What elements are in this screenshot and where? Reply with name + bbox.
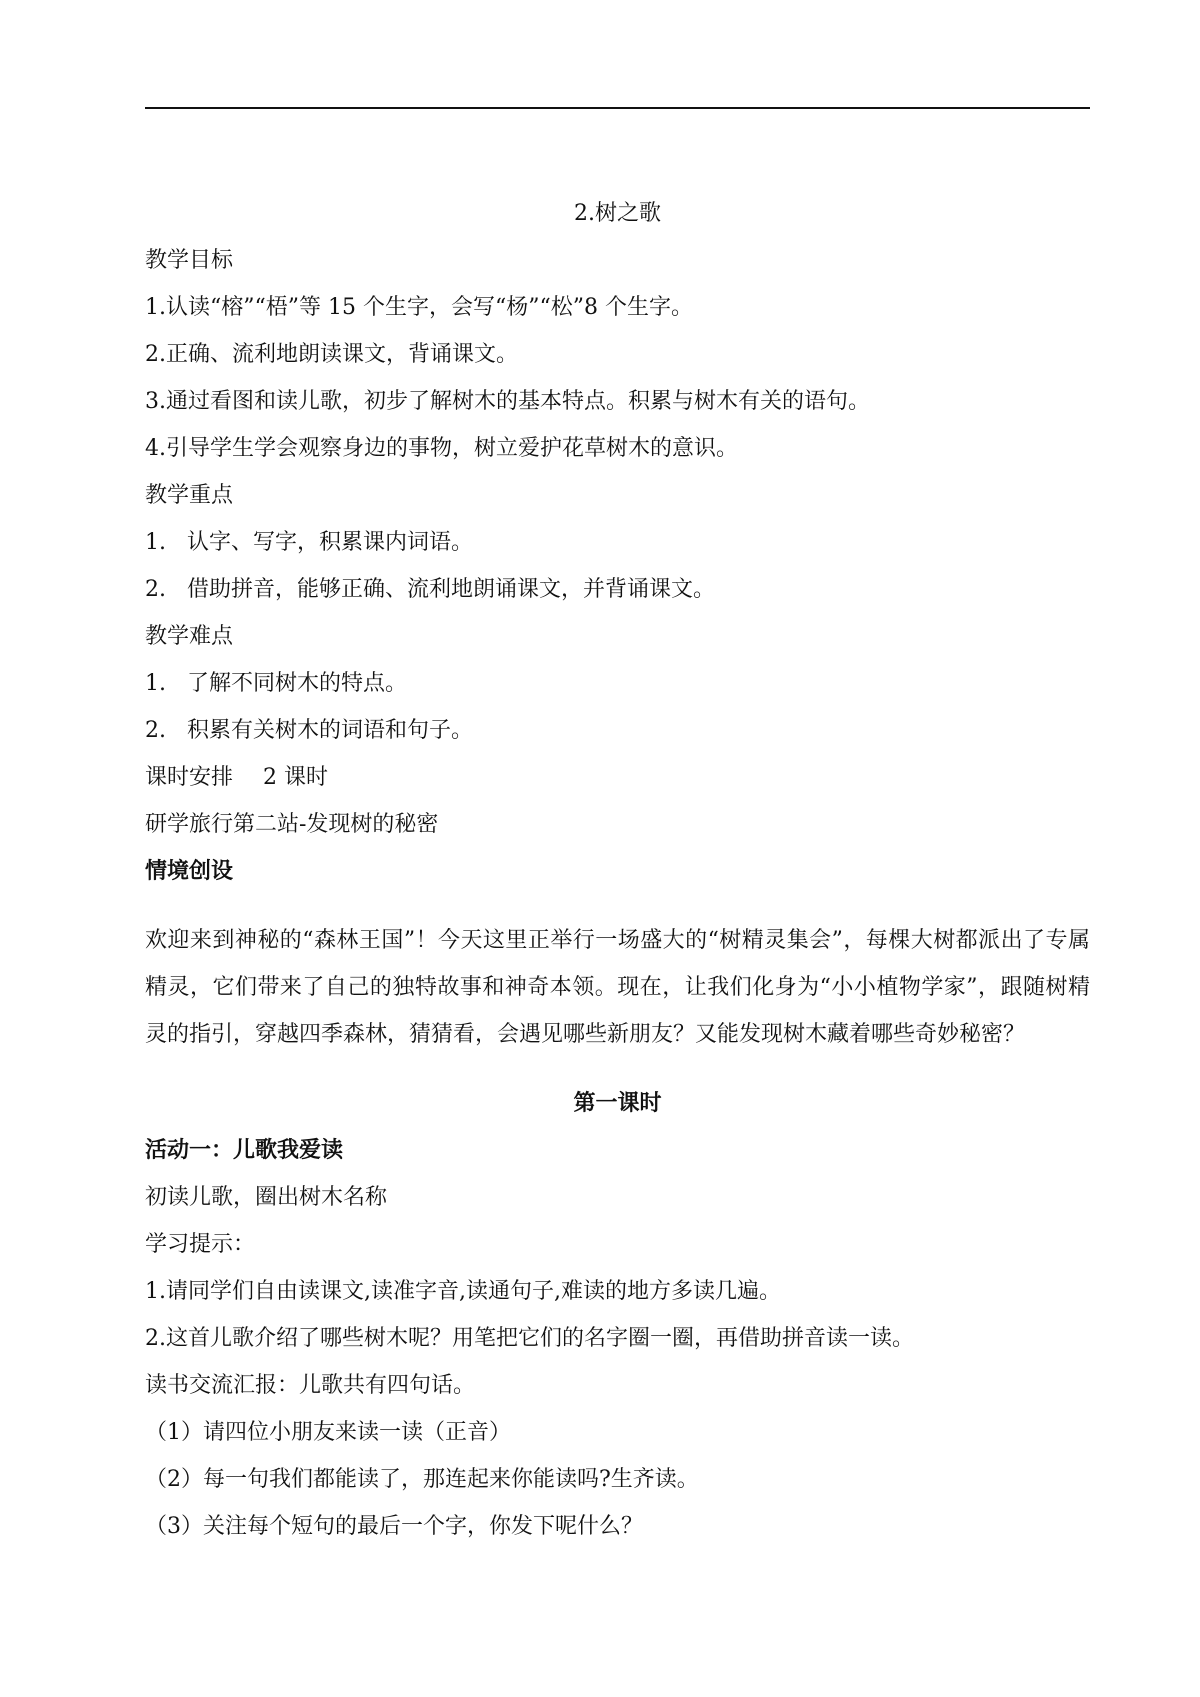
difficulty-item [145,660,1090,707]
objectives-heading: 教学目标 [145,248,234,273]
tips-label: 学习提示： [145,1232,256,1257]
activity-heading: 活动一：儿歌我爱读 [145,1137,344,1163]
header-rule [145,107,1090,109]
scenario-heading: 情境创设 [145,858,234,884]
objective-item: 3.通过看图和读儿歌，初步了解树木的基本特点。积累与树木有关的语句。 [145,389,870,414]
list-number: 1. [145,671,166,696]
scenario-paragraph: 欢迎来到神秘的“森林王国”！今天这里正举行一场盛大的“树精灵集会”，每棵大树都派出了专属精灵，它们带来了自己的独特故事和神奇本领。现在，让我们化身为“小小植物学家”，跟随树精灵的指引，穿越四季森林，猜猜看，会遇见哪些新朋友？又能发现树木藏着哪些奇妙秘密？ [145,928,1090,1047]
tip-item: 1.请同学们自由读课文,读准字音,读通句子,难读的地方多读几遍。 [145,1279,781,1304]
schedule-value: 2 课时 [263,765,329,790]
list-text: 了解不同树木的特点。 [187,671,408,696]
key-point-item [145,566,1090,613]
list-number: 2. [145,577,166,602]
list-text: 认字、写字，积累课内词语。 [187,530,474,555]
document-title: 2.树之歌 [574,201,661,226]
tip-item: 2.这首儿歌介绍了哪些树木呢？用笔把它们的名字圈一圈，再借助拼音读一读。 [145,1326,914,1351]
activity-task: 初读儿歌，圈出树木名称 [145,1185,388,1210]
trip-title: 研学旅行第二站-发现树的秘密 [145,812,439,837]
list-text: 借助拼音，能够正确、流利地朗诵课文，并背诵课文。 [187,577,716,602]
schedule-label: 课时安排 [145,765,234,790]
objective-item: 1.认读“榕”“梧”等 15 个生字，会写“杨”“松”8 个生字。 [145,295,693,320]
difficulty-item [145,707,1090,754]
report-line: 读书交流汇报：儿歌共有四句话。 [145,1373,476,1398]
objective-item: 2.正确、流利地朗读课文，背诵课文。 [145,342,518,367]
step-item: （2）每一句我们都能读了，那连起来你能读吗?生齐读。 [145,1467,699,1492]
schedule-line [145,754,1090,801]
list-text: 积累有关树木的词语和句子。 [187,718,474,743]
lesson-heading: 第一课时 [573,1090,662,1116]
difficulties-heading: 教学难点 [145,624,234,649]
list-number: 1. [145,530,166,555]
key-points-heading: 教学重点 [145,483,234,508]
list-number: 2. [145,718,166,743]
document-body [145,190,1090,1550]
objective-item: 4.引导学生学会观察身边的事物，树立爱护花草树木的意识。 [145,436,738,461]
key-point-item [145,519,1090,566]
step-item: （1）请四位小朋友来读一读（正音） [145,1420,511,1445]
step-item: （3）关注每个短句的最后一个字，你发下呢什么？ [145,1514,643,1539]
